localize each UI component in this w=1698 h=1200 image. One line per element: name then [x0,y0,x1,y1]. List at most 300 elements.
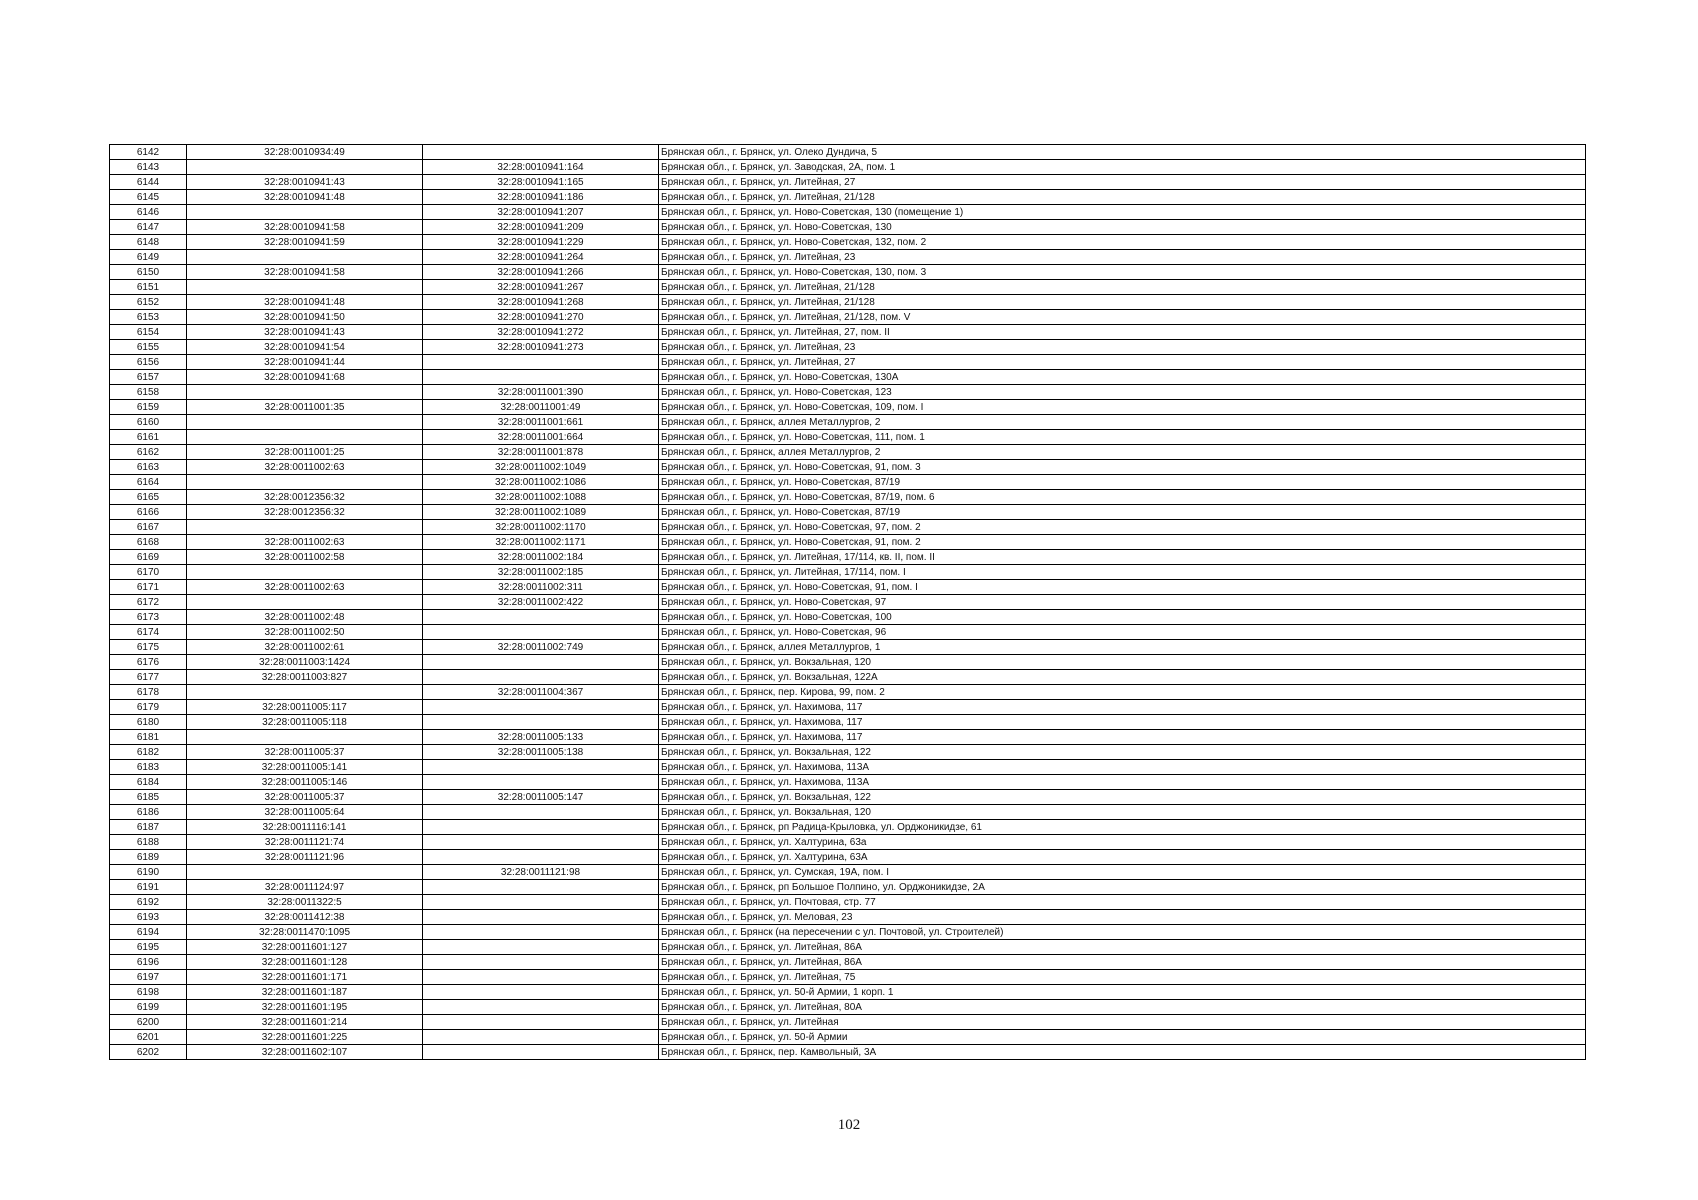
table-row [110,325,1586,340]
building-number-cell [423,1045,659,1060]
building-number-cell: 32:28:0011005:133 [423,730,659,745]
cadastral-number-cell: 32:28:0011005:117 [187,700,423,715]
row-number-cell: 6193 [110,910,187,925]
building-number-cell: 32:28:0010941:165 [423,175,659,190]
building-number-cell: 32:28:0011002:749 [423,640,659,655]
building-number-cell: 32:28:0011002:1170 [423,520,659,535]
page-number: 102 [837,1117,861,1133]
cadastral-number-cell: 32:28:0010941:58 [187,265,423,280]
row-number-cell: 6170 [110,565,187,580]
row-number-cell: 6201 [110,1030,187,1045]
address-cell: Брянская обл., г. Брянск, ул. Ново-Советская, 130, пом. 3 [659,265,1586,280]
row-number-cell: 6156 [110,355,187,370]
address-cell: Брянская обл., г. Брянск, ул. Литейная, 23 [659,340,1586,355]
table-row [110,295,1586,310]
cadastral-number-cell: 32:28:0011003:827 [187,670,423,685]
table-row [110,910,1586,925]
row-number-cell: 6178 [110,685,187,700]
table-row [110,1000,1586,1015]
address-cell: Брянская обл., г. Брянск, ул. Нахимова, 113А [659,775,1586,790]
building-number-cell [423,610,659,625]
cadastral-number-cell [187,250,423,265]
table-row [110,520,1586,535]
address-cell: Брянская обл., г. Брянск, ул. Литейная, 23 [659,250,1586,265]
cadastral-number-cell: 32:28:0011601:187 [187,985,423,1000]
building-number-cell: 32:28:0010941:273 [423,340,659,355]
cadastral-number-cell [187,430,423,445]
cadastral-number-cell [187,865,423,880]
cadastral-number-cell: 32:28:0011002:58 [187,550,423,565]
cadastral-number-cell: 32:28:0011002:63 [187,535,423,550]
building-number-cell [423,655,659,670]
row-number-cell: 6176 [110,655,187,670]
row-number-cell: 6167 [110,520,187,535]
table-row [110,895,1586,910]
table-row [110,550,1586,565]
row-number-cell: 6180 [110,715,187,730]
row-number-cell: 6160 [110,415,187,430]
table-row [110,385,1586,400]
row-number-cell: 6190 [110,865,187,880]
building-number-cell [423,355,659,370]
cadastral-number-cell: 32:28:0010941:48 [187,190,423,205]
table-row [110,445,1586,460]
row-number-cell: 6172 [110,595,187,610]
address-cell: Брянская обл., г. Брянск, ул. Ново-Советская, 87/19 [659,475,1586,490]
address-cell: Брянская обл., г. Брянск, ул. Нахимова, 113А [659,760,1586,775]
table-row [110,250,1586,265]
cadastral-number-cell: 32:28:0011005:37 [187,790,423,805]
table-row [110,535,1586,550]
table-row [110,580,1586,595]
table-row [110,190,1586,205]
address-cell: Брянская обл., г. Брянск, ул. Литейная, 86А [659,940,1586,955]
cadastral-number-cell: 32:28:0010941:54 [187,340,423,355]
cadastral-number-cell [187,730,423,745]
cadastral-number-cell: 32:28:0011322:5 [187,895,423,910]
address-cell: Брянская обл., г. Брянск, ул. Сумская, 19А, пом. I [659,865,1586,880]
cadastral-number-cell [187,385,423,400]
address-cell: Брянская обл., г. Брянск, ул. Ново-Советская, 123 [659,385,1586,400]
row-number-cell: 6187 [110,820,187,835]
cadastral-number-cell: 32:28:0011116:141 [187,820,423,835]
table-row [110,805,1586,820]
building-number-cell: 32:28:0011002:1088 [423,490,659,505]
row-number-cell: 6191 [110,880,187,895]
table-row [110,205,1586,220]
building-number-cell [423,1030,659,1045]
cadastral-number-cell [187,685,423,700]
address-cell: Брянская обл., г. Брянск, ул. 50-й Армии, 1 корп. 1 [659,985,1586,1000]
cadastral-number-cell: 32:28:0011602:107 [187,1045,423,1060]
building-number-cell: 32:28:0010941:268 [423,295,659,310]
building-number-cell [423,700,659,715]
building-number-cell: 32:28:0010941:267 [423,280,659,295]
building-number-cell: 32:28:0010941:266 [423,265,659,280]
address-cell: Брянская обл., г. Брянск, ул. Ново-Советская, 97 [659,595,1586,610]
building-number-cell: 32:28:0011002:311 [423,580,659,595]
address-cell: Брянская обл., г. Брянск, ул. Ново-Советская, 96 [659,625,1586,640]
row-number-cell: 6197 [110,970,187,985]
address-cell: Брянская обл., г. Брянск, ул. Ново-Советская, 100 [659,610,1586,625]
table-row [110,340,1586,355]
cadastral-number-cell: 32:28:0010941:68 [187,370,423,385]
address-cell: Брянская обл., г. Брянск, ул. Ново-Советская, 109, пом. I [659,400,1586,415]
row-number-cell: 6177 [110,670,187,685]
address-cell: Брянская обл., г. Брянск, ул. Ново-Советская, 91, пом. 3 [659,460,1586,475]
building-number-cell: 32:28:0011002:1171 [423,535,659,550]
address-cell: Брянская обл., г. Брянск, ул. Ново-Советская, 91, пом. 2 [659,535,1586,550]
cadastral-number-cell: 32:28:0011412:38 [187,910,423,925]
cadastral-number-cell: 32:28:0011002:48 [187,610,423,625]
row-number-cell: 6159 [110,400,187,415]
table-row [110,415,1586,430]
row-number-cell: 6186 [110,805,187,820]
building-number-cell: 32:28:0011002:185 [423,565,659,580]
table-row [110,715,1586,730]
building-number-cell [423,880,659,895]
row-number-cell: 6152 [110,295,187,310]
cadastral-number-cell: 32:28:0011001:25 [187,445,423,460]
table-row [110,505,1586,520]
building-number-cell: 32:28:0011001:390 [423,385,659,400]
cadastral-number-cell: 32:28:0011005:146 [187,775,423,790]
row-number-cell: 6200 [110,1015,187,1030]
row-number-cell: 6199 [110,1000,187,1015]
cadastral-number-cell: 32:28:0010941:50 [187,310,423,325]
row-number-cell: 6142 [110,145,187,160]
table-row [110,970,1586,985]
building-number-cell: 32:28:0011001:878 [423,445,659,460]
building-number-cell [423,145,659,160]
building-number-cell: 32:28:0011121:98 [423,865,659,880]
address-cell: Брянская обл., г. Брянск, ул. Ново-Советская, 130 (помещение 1) [659,205,1586,220]
building-number-cell [423,670,659,685]
cadastral-number-cell: 32:28:0010941:58 [187,220,423,235]
address-cell: Брянская обл., г. Брянск, рп Радица-Крыловка, ул. Орджоникидзе, 61 [659,820,1586,835]
building-number-cell: 32:28:0010941:164 [423,160,659,175]
building-number-cell: 32:28:0010941:270 [423,310,659,325]
table-row [110,820,1586,835]
building-number-cell [423,955,659,970]
address-cell: Брянская обл., г. Брянск, ул. Литейная, 27 [659,355,1586,370]
building-number-cell [423,1015,659,1030]
cadastral-number-cell: 32:28:0011002:63 [187,460,423,475]
row-number-cell: 6174 [110,625,187,640]
building-number-cell: 32:28:0011002:1086 [423,475,659,490]
table-row [110,280,1586,295]
cadastral-number-cell: 32:28:0011005:141 [187,760,423,775]
cadastral-number-cell: 32:28:0010941:44 [187,355,423,370]
building-number-cell: 32:28:0011002:1089 [423,505,659,520]
table-row [110,220,1586,235]
cadastral-number-cell: 32:28:0011601:195 [187,1000,423,1015]
row-number-cell: 6166 [110,505,187,520]
row-number-cell: 6194 [110,925,187,940]
row-number-cell: 6144 [110,175,187,190]
row-number-cell: 6169 [110,550,187,565]
row-number-cell: 6153 [110,310,187,325]
cadastral-number-cell: 32:28:0011003:1424 [187,655,423,670]
cadastral-number-cell [187,415,423,430]
address-cell: Брянская обл., г. Брянск, ул. Нахимова, 117 [659,730,1586,745]
address-cell: Брянская обл., г. Брянск, ул. Нахимова, 117 [659,700,1586,715]
cadastral-number-cell: 32:28:0011002:63 [187,580,423,595]
table-row [110,370,1586,385]
row-number-cell: 6192 [110,895,187,910]
cadastral-number-cell: 32:28:0010941:43 [187,175,423,190]
building-number-cell [423,850,659,865]
building-number-cell: 32:28:0010941:186 [423,190,659,205]
table-row [110,700,1586,715]
cadastral-number-cell: 32:28:0010941:43 [187,325,423,340]
cadastral-number-cell: 32:28:0011005:37 [187,745,423,760]
table-row [110,460,1586,475]
table-row [110,610,1586,625]
building-number-cell: 32:28:0010941:207 [423,205,659,220]
address-cell: Брянская обл., г. Брянск, ул. Халтурина, 63А [659,850,1586,865]
table-row [110,145,1586,160]
building-number-cell: 32:28:0010941:272 [423,325,659,340]
address-cell: Брянская обл., г. Брянск, ул. Нахимова, 117 [659,715,1586,730]
row-number-cell: 6161 [110,430,187,445]
table-row [110,310,1586,325]
cadastral-number-cell [187,475,423,490]
cadastral-number-cell: 32:28:0010941:59 [187,235,423,250]
table-row [110,1030,1586,1045]
building-number-cell: 32:28:0011002:422 [423,595,659,610]
table-row [110,565,1586,580]
cadastral-number-cell: 32:28:0011470:1095 [187,925,423,940]
building-number-cell [423,625,659,640]
cadastral-number-cell: 32:28:0011121:96 [187,850,423,865]
address-cell: Брянская обл., г. Брянск (на пересечении с ул. Почтовой, ул. Строителей) [659,925,1586,940]
cadastral-number-cell [187,205,423,220]
building-number-cell [423,370,659,385]
building-number-cell [423,805,659,820]
registry-table-body [110,145,1586,1060]
address-cell: Брянская обл., г. Брянск, ул. Литейная [659,1015,1586,1030]
table-row [110,940,1586,955]
row-number-cell: 6182 [110,745,187,760]
cadastral-number-cell: 32:28:0011601:127 [187,940,423,955]
address-cell: Брянская обл., г. Брянск, пер. Камвольный, 3А [659,1045,1586,1060]
cadastral-number-cell: 32:28:0010941:48 [187,295,423,310]
registry-table [109,144,1586,1060]
address-cell: Брянская обл., г. Брянск, ул. Ново-Советская, 130А [659,370,1586,385]
row-number-cell: 6189 [110,850,187,865]
table-row [110,925,1586,940]
address-cell: Брянская обл., г. Брянск, аллея Металлургов, 1 [659,640,1586,655]
address-cell: Брянская обл., г. Брянск, ул. Вокзальная, 122А [659,670,1586,685]
address-cell: Брянская обл., г. Брянск, ул. Вокзальная, 120 [659,655,1586,670]
address-cell: Брянская обл., г. Брянск, ул. Литейная, 21/128 [659,190,1586,205]
row-number-cell: 6196 [110,955,187,970]
cadastral-number-cell: 32:28:0011601:128 [187,955,423,970]
building-number-cell: 32:28:0011001:661 [423,415,659,430]
table-row [110,775,1586,790]
address-cell: Брянская обл., г. Брянск, ул. Ново-Советская, 132, пом. 2 [659,235,1586,250]
cadastral-number-cell: 32:28:0010934:49 [187,145,423,160]
address-cell: Брянская обл., г. Брянск, ул. Вокзальная, 122 [659,745,1586,760]
row-number-cell: 6147 [110,220,187,235]
cadastral-number-cell: 32:28:0011601:225 [187,1030,423,1045]
address-cell: Брянская обл., г. Брянск, ул. Литейная, 17/114, кв. II, пом. II [659,550,1586,565]
row-number-cell: 6155 [110,340,187,355]
row-number-cell: 6145 [110,190,187,205]
cadastral-number-cell [187,565,423,580]
row-number-cell: 6158 [110,385,187,400]
table-row [110,955,1586,970]
row-number-cell: 6185 [110,790,187,805]
address-cell: Брянская обл., г. Брянск, аллея Металлургов, 2 [659,415,1586,430]
row-number-cell: 6181 [110,730,187,745]
building-number-cell [423,775,659,790]
row-number-cell: 6175 [110,640,187,655]
address-cell: Брянская обл., г. Брянск, ул. Олеко Дундича, 5 [659,145,1586,160]
address-cell: Брянская обл., г. Брянск, аллея Металлургов, 2 [659,445,1586,460]
row-number-cell: 6198 [110,985,187,1000]
building-number-cell: 32:28:0010941:264 [423,250,659,265]
table-row [110,160,1586,175]
table-row [110,175,1586,190]
building-number-cell [423,835,659,850]
building-number-cell [423,910,659,925]
table-row [110,850,1586,865]
building-number-cell: 32:28:0011005:138 [423,745,659,760]
cadastral-number-cell: 32:28:0011001:35 [187,400,423,415]
address-cell: Брянская обл., г. Брянск, ул. Ново-Советская, 91, пом. I [659,580,1586,595]
row-number-cell: 6173 [110,610,187,625]
building-number-cell: 32:28:0011001:49 [423,400,659,415]
table-row [110,685,1586,700]
table-row [110,1045,1586,1060]
row-number-cell: 6146 [110,205,187,220]
address-cell: Брянская обл., г. Брянск, ул. Литейная, 21/128, пом. V [659,310,1586,325]
row-number-cell: 6195 [110,940,187,955]
table-row [110,655,1586,670]
table-row [110,730,1586,745]
cadastral-number-cell: 32:28:0011005:118 [187,715,423,730]
row-number-cell: 6163 [110,460,187,475]
address-cell: Брянская обл., г. Брянск, ул. Меловая, 23 [659,910,1586,925]
address-cell: Брянская обл., г. Брянск, пер. Кирова, 99, пом. 2 [659,685,1586,700]
building-number-cell: 32:28:0010941:209 [423,220,659,235]
address-cell: Брянская обл., г. Брянск, ул. Ново-Советская, 111, пом. 1 [659,430,1586,445]
row-number-cell: 6151 [110,280,187,295]
building-number-cell [423,715,659,730]
address-cell: Брянская обл., г. Брянск, ул. Литейная, 27, пом. II [659,325,1586,340]
cadastral-number-cell: 32:28:0011601:171 [187,970,423,985]
table-row [110,235,1586,250]
table-row [110,760,1586,775]
building-number-cell: 32:28:0010941:229 [423,235,659,250]
address-cell: Брянская обл., г. Брянск, ул. Литейная, 27 [659,175,1586,190]
cadastral-number-cell: 32:28:0012356:32 [187,490,423,505]
row-number-cell: 6164 [110,475,187,490]
building-number-cell [423,760,659,775]
cadastral-number-cell: 32:28:0011005:64 [187,805,423,820]
table-row [110,400,1586,415]
table-row [110,475,1586,490]
table-row [110,595,1586,610]
table-row [110,670,1586,685]
row-number-cell: 6143 [110,160,187,175]
building-number-cell [423,940,659,955]
address-cell: Брянская обл., г. Брянск, ул. 50-й Армии [659,1030,1586,1045]
address-cell: Брянская обл., г. Брянск, ул. Вокзальная, 122 [659,790,1586,805]
building-number-cell [423,925,659,940]
table-row [110,490,1586,505]
row-number-cell: 6171 [110,580,187,595]
table-row [110,640,1586,655]
cadastral-number-cell: 32:28:0011002:50 [187,625,423,640]
row-number-cell: 6148 [110,235,187,250]
building-number-cell [423,1000,659,1015]
address-cell: Брянская обл., г. Брянск, ул. Халтурина, 63а [659,835,1586,850]
cadastral-number-cell: 32:28:0011124:97 [187,880,423,895]
building-number-cell: 32:28:0011002:184 [423,550,659,565]
row-number-cell: 6184 [110,775,187,790]
building-number-cell [423,820,659,835]
table-row [110,430,1586,445]
address-cell: Брянская обл., г. Брянск, ул. Литейная, 21/128 [659,280,1586,295]
building-number-cell [423,895,659,910]
table-row [110,865,1586,880]
table-row [110,835,1586,850]
row-number-cell: 6157 [110,370,187,385]
table-row [110,790,1586,805]
table-row [110,625,1586,640]
row-number-cell: 6150 [110,265,187,280]
table-row [110,985,1586,1000]
cadastral-number-cell: 32:28:0011002:61 [187,640,423,655]
building-number-cell: 32:28:0011002:1049 [423,460,659,475]
building-number-cell [423,970,659,985]
cadastral-number-cell [187,160,423,175]
address-cell: Брянская обл., г. Брянск, ул. Вокзальная, 120 [659,805,1586,820]
address-cell: Брянская обл., г. Брянск, ул. Литейная, 21/128 [659,295,1586,310]
row-number-cell: 6149 [110,250,187,265]
cadastral-number-cell [187,595,423,610]
address-cell: Брянская обл., г. Брянск, ул. Заводская, 2А, пом. 1 [659,160,1586,175]
address-cell: Брянская обл., г. Брянск, ул. Почтовая, стр. 77 [659,895,1586,910]
row-number-cell: 6154 [110,325,187,340]
building-number-cell [423,985,659,1000]
address-cell: Брянская обл., г. Брянск, ул. Ново-Советская, 87/19, пом. 6 [659,490,1586,505]
building-number-cell: 32:28:0011005:147 [423,790,659,805]
cadastral-number-cell: 32:28:0011601:214 [187,1015,423,1030]
row-number-cell: 6188 [110,835,187,850]
cadastral-number-cell: 32:28:0012356:32 [187,505,423,520]
row-number-cell: 6202 [110,1045,187,1060]
cadastral-number-cell: 32:28:0011121:74 [187,835,423,850]
address-cell: Брянская обл., г. Брянск, ул. Ново-Советская, 97, пом. 2 [659,520,1586,535]
building-number-cell: 32:28:0011001:664 [423,430,659,445]
address-cell: Брянская обл., г. Брянск, рп Большое Полпино, ул. Орджоникидзе, 2А [659,880,1586,895]
address-cell: Брянская обл., г. Брянск, ул. Литейная, 80А [659,1000,1586,1015]
address-cell: Брянская обл., г. Брянск, ул. Литейная, 75 [659,970,1586,985]
building-number-cell: 32:28:0011004:367 [423,685,659,700]
table-row [110,355,1586,370]
address-cell: Брянская обл., г. Брянск, ул. Литейная, 17/114, пом. I [659,565,1586,580]
table-row [110,880,1586,895]
address-cell: Брянская обл., г. Брянск, ул. Ново-Советская, 130 [659,220,1586,235]
row-number-cell: 6162 [110,445,187,460]
cadastral-number-cell [187,280,423,295]
address-cell: Брянская обл., г. Брянск, ул. Ново-Советская, 87/19 [659,505,1586,520]
table-row [110,1015,1586,1030]
